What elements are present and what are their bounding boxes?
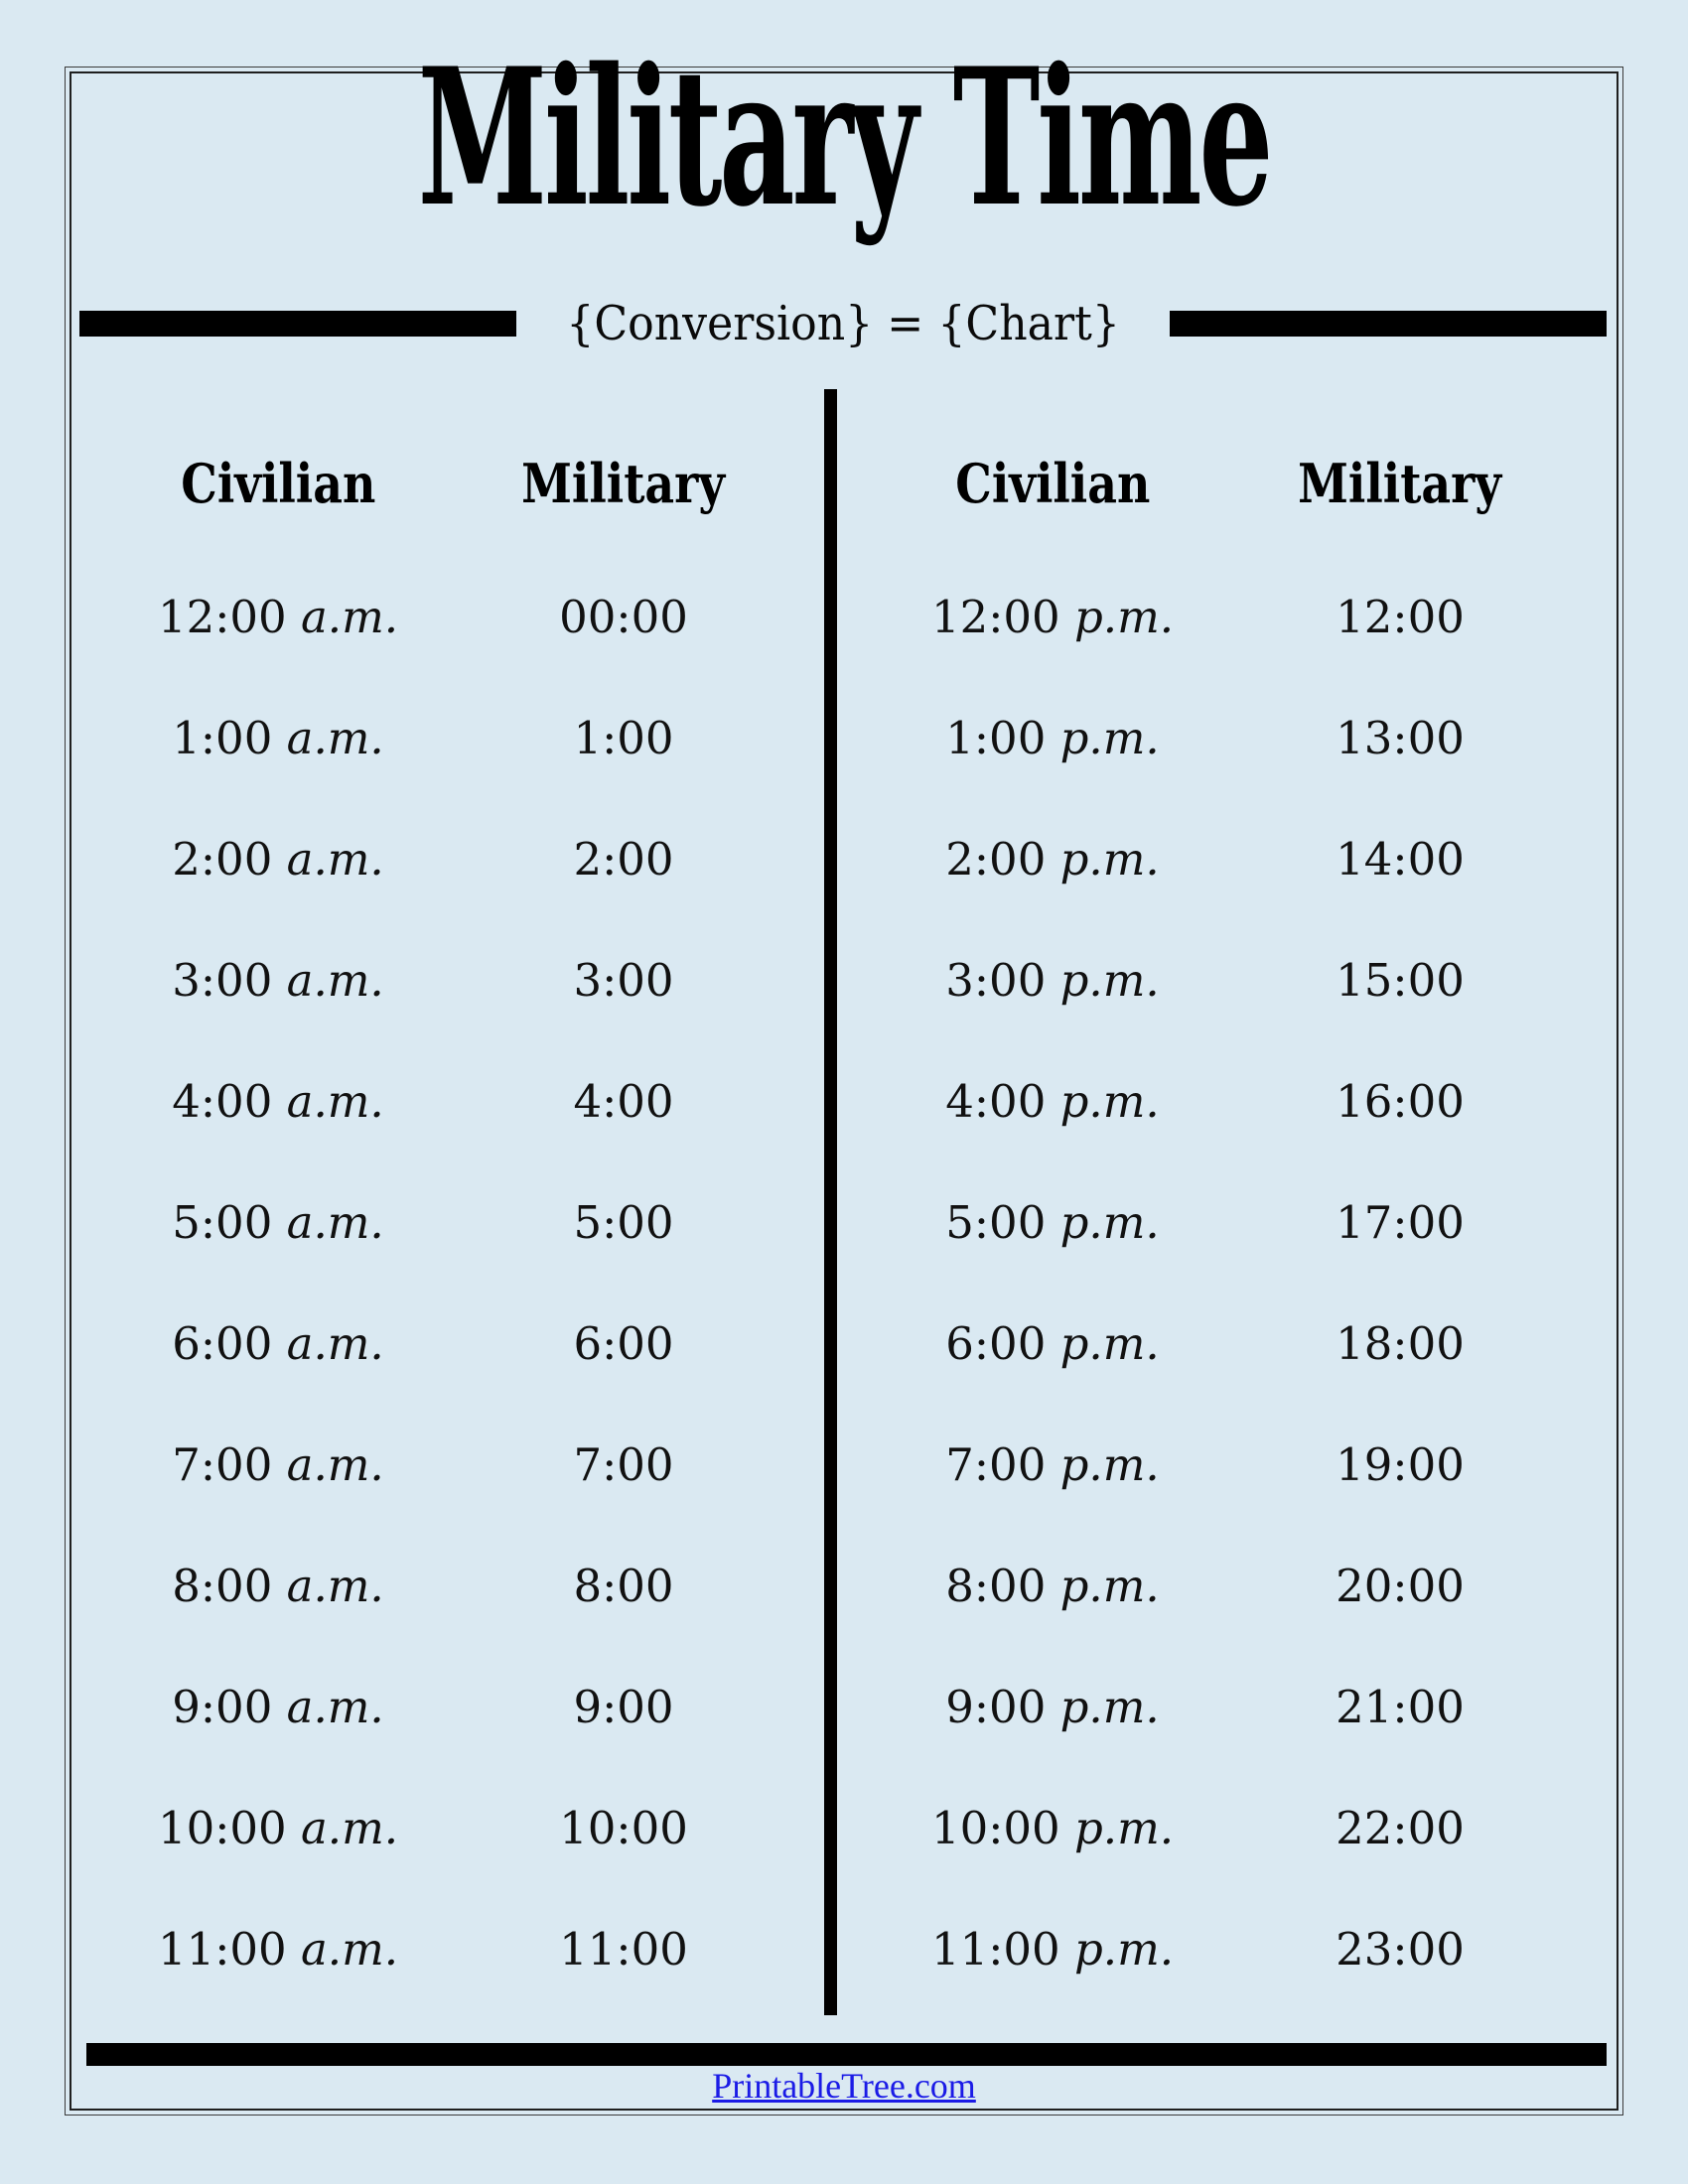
table-cell-military: 13:00 — [1336, 711, 1465, 764]
column-header-military — [1221, 429, 1579, 538]
table-cell-civilian: 4:00 a.m. — [172, 1074, 384, 1128]
table-cell-civilian: 8:00 a.m. — [172, 1559, 384, 1612]
table-cell-civilian: 6:00 a.m. — [172, 1316, 384, 1370]
table-cell-military: 9:00 — [573, 1680, 674, 1733]
meridiem-suffix: p.m. — [1059, 953, 1160, 1007]
meridiem-suffix: a.m. — [286, 1559, 384, 1612]
meridiem-suffix: a.m. — [286, 1437, 384, 1491]
table-cell-civilian: 2:00 a.m. — [172, 832, 384, 886]
table-cell-military: 4:00 — [573, 1074, 674, 1128]
table-cell-civilian: 11:00 a.m. — [157, 1922, 399, 1976]
table-cell-civilian: 1:00 p.m. — [945, 711, 1160, 764]
table-cell-civilian: 2:00 p.m. — [945, 832, 1160, 886]
meridiem-suffix: a.m. — [286, 832, 384, 886]
vertical-divider — [824, 389, 837, 2015]
meridiem-suffix: a.m. — [286, 711, 384, 764]
table-cell-military: 12:00 — [1336, 590, 1465, 643]
table-cell-civilian: 7:00 p.m. — [945, 1437, 1160, 1491]
table-cell-military: 1:00 — [573, 711, 674, 764]
subtitle-left-bar — [79, 311, 516, 337]
table-cell-civilian: 6:00 p.m. — [945, 1316, 1160, 1370]
meridiem-suffix: a.m. — [286, 953, 384, 1007]
table-cell-civilian: 3:00 a.m. — [172, 953, 384, 1007]
meridiem-suffix: p.m. — [1073, 590, 1175, 643]
meridiem-suffix: a.m. — [286, 1074, 384, 1128]
meridiem-suffix: p.m. — [1059, 1074, 1160, 1128]
table-cell-military: 8:00 — [573, 1559, 674, 1612]
meridiem-suffix: a.m. — [300, 1801, 399, 1854]
table-cell-military: 10:00 — [559, 1801, 688, 1854]
table-cell-military: 5:00 — [573, 1195, 674, 1249]
footer — [0, 2065, 1688, 2108]
printabletree-link[interactable]: PrintableTree.com — [712, 2066, 976, 2106]
table-cell-civilian: 7:00 a.m. — [172, 1437, 384, 1491]
table-cell-military: 15:00 — [1336, 953, 1465, 1007]
column-header-civilian — [874, 429, 1231, 538]
table-cell-civilian: 5:00 p.m. — [945, 1195, 1160, 1249]
column-left-civilian — [99, 429, 457, 2009]
table-cell-civilian: 8:00 p.m. — [945, 1559, 1160, 1612]
table-cell-military: 17:00 — [1336, 1195, 1465, 1249]
table-cell-military: 7:00 — [573, 1437, 674, 1491]
table-cell-military: 14:00 — [1336, 832, 1465, 886]
bottom-bar — [86, 2043, 1607, 2066]
column-header-label: Civilian — [954, 452, 1151, 515]
column-header-military — [445, 429, 802, 538]
table-cell-civilian: 10:00 p.m. — [930, 1801, 1175, 1854]
column-left-military — [445, 429, 802, 2009]
table-cell-military: 11:00 — [559, 1922, 688, 1976]
column-header-label: Military — [1298, 452, 1502, 515]
meridiem-suffix: p.m. — [1059, 711, 1160, 764]
table-cell-military: 16:00 — [1336, 1074, 1465, 1128]
meridiem-suffix: a.m. — [286, 1195, 384, 1249]
table-cell-military: 6:00 — [573, 1316, 674, 1370]
table-cell-military: 00:00 — [559, 590, 688, 643]
meridiem-suffix: p.m. — [1059, 1680, 1160, 1733]
page-title: Military Time — [417, 27, 1271, 248]
table-cell-civilian: 4:00 p.m. — [945, 1074, 1160, 1128]
table-cell-military: 18:00 — [1336, 1316, 1465, 1370]
meridiem-suffix: p.m. — [1073, 1801, 1175, 1854]
meridiem-suffix: a.m. — [300, 590, 399, 643]
table-cell-military: 23:00 — [1336, 1922, 1465, 1976]
table-cell-civilian: 11:00 p.m. — [930, 1922, 1175, 1976]
column-header-label: Military — [521, 452, 726, 515]
subtitle-right-bar — [1170, 311, 1607, 337]
table-cell-civilian: 5:00 a.m. — [172, 1195, 384, 1249]
meridiem-suffix: a.m. — [286, 1316, 384, 1370]
meridiem-suffix: p.m. — [1059, 1437, 1160, 1491]
table-cell-civilian: 9:00 a.m. — [172, 1680, 384, 1733]
column-right-civilian — [874, 429, 1231, 2009]
meridiem-suffix: p.m. — [1059, 1195, 1160, 1249]
table-cell-military: 3:00 — [573, 953, 674, 1007]
meridiem-suffix: a.m. — [300, 1922, 399, 1976]
table-cell-military: 22:00 — [1336, 1801, 1465, 1854]
table-cell-military: 21:00 — [1336, 1680, 1465, 1733]
meridiem-suffix: a.m. — [286, 1680, 384, 1733]
column-right-military — [1221, 429, 1579, 2009]
table-cell-military: 20:00 — [1336, 1559, 1465, 1612]
meridiem-suffix: p.m. — [1073, 1922, 1175, 1976]
meridiem-suffix: p.m. — [1059, 1559, 1160, 1612]
meridiem-suffix: p.m. — [1059, 1316, 1160, 1370]
meridiem-suffix: p.m. — [1059, 832, 1160, 886]
table-cell-civilian: 9:00 p.m. — [945, 1680, 1160, 1733]
table-cell-civilian: 12:00 a.m. — [157, 590, 399, 643]
column-header-label: Civilian — [180, 452, 376, 515]
table-cell-civilian: 12:00 p.m. — [930, 590, 1175, 643]
table-cell-military: 2:00 — [573, 832, 674, 886]
subtitle-row — [79, 286, 1607, 361]
table-cell-military: 19:00 — [1336, 1437, 1465, 1491]
table-cell-civilian: 3:00 p.m. — [945, 953, 1160, 1007]
subtitle: {Conversion} = {Chart} — [566, 296, 1120, 351]
table-cell-civilian: 10:00 a.m. — [157, 1801, 399, 1854]
table-cell-civilian: 1:00 a.m. — [172, 711, 384, 764]
column-header-civilian — [99, 429, 457, 538]
